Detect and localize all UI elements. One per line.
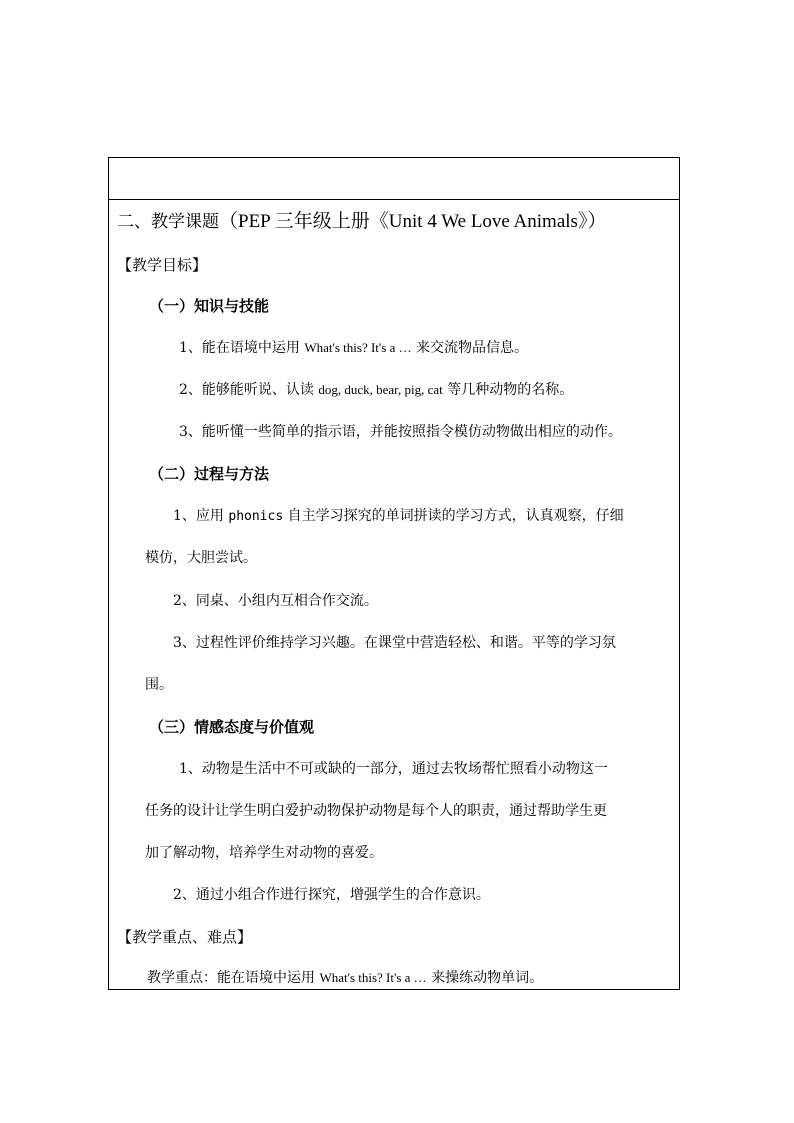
objectives-heading: 【教学目标】 — [117, 256, 208, 274]
emotion-item-2: 2、通过小组合作进行探究，增强学生的合作意识。 — [173, 887, 490, 903]
knowledge-item-2 — [179, 380, 573, 400]
emotion-heading: （三）情感态度与价值观 — [149, 718, 315, 736]
knowledge-item-2-english: dog, duck, bear, pig, cat — [318, 382, 443, 397]
knowledge-item-1-text: 1、能在语境中运用 — [179, 340, 300, 356]
process-item-1-line-1 — [173, 506, 624, 527]
emotion-item-1-line-3: 加了解动物，培养学生对动物的喜爱。 — [145, 845, 383, 861]
process-item-1-text: 1、应用 — [173, 508, 224, 524]
emotion-item-1-line-2: 任务的设计让学生明白爱护动物保护动物是每个人的职责，通过帮助学生更 — [145, 803, 607, 819]
keypoint-item-text: 教学重点：能在语境中运用 — [147, 970, 315, 986]
knowledge-heading: （一）知识与技能 — [149, 297, 270, 315]
keypoints-heading: 【教学重点、难点】 — [117, 928, 253, 946]
knowledge-item-2-tail: 等几种动物的名称。 — [447, 382, 574, 398]
lesson-plan-table — [108, 157, 680, 990]
emotion-item-1-line-1: 1、动物是生活中不可或缺的一部分，通过去牧场帮忙照看小动物这一 — [179, 761, 608, 777]
knowledge-item-3: 3、能听懂一些简单的指示语，并能按照指令模仿动物做出相应的动作。 — [179, 424, 622, 440]
process-item-1-line-2: 模仿，大胆尝试。 — [145, 550, 257, 566]
keypoint-item-tail: 来操练动物单词。 — [431, 970, 544, 986]
process-item-1-tail: 自主学习探究的单词拼读的学习方式，认真观察，仔细 — [287, 508, 624, 524]
process-item-3-line-2: 围。 — [145, 677, 173, 693]
process-item-3-line-1: 3、过程性评价维持学习兴趣。在课堂中营造轻松、和谐。平等的学习氛 — [173, 635, 616, 651]
process-item-2: 2、同桌、小组内互相合作交流。 — [173, 593, 378, 609]
lesson-title — [117, 212, 606, 232]
keypoint-item-english: What's this? It's a … — [319, 970, 427, 985]
knowledge-item-2-text: 2、能够能听说、认读 — [179, 382, 314, 398]
lesson-title-course: （PEP 三年级上册《Unit 4 We Love Animals》） — [219, 211, 607, 232]
empty-header-row — [109, 158, 679, 200]
knowledge-item-1-tail: 来交流物品信息。 — [416, 340, 529, 356]
process-item-1-english: phonics — [228, 509, 284, 524]
knowledge-item-1 — [179, 338, 528, 358]
knowledge-item-1-english: What's this? It's a … — [304, 340, 412, 355]
keypoint-item — [147, 968, 543, 988]
process-heading: （二）过程与方法 — [149, 465, 270, 483]
lesson-title-prefix: 二、教学课题 — [117, 212, 219, 232]
